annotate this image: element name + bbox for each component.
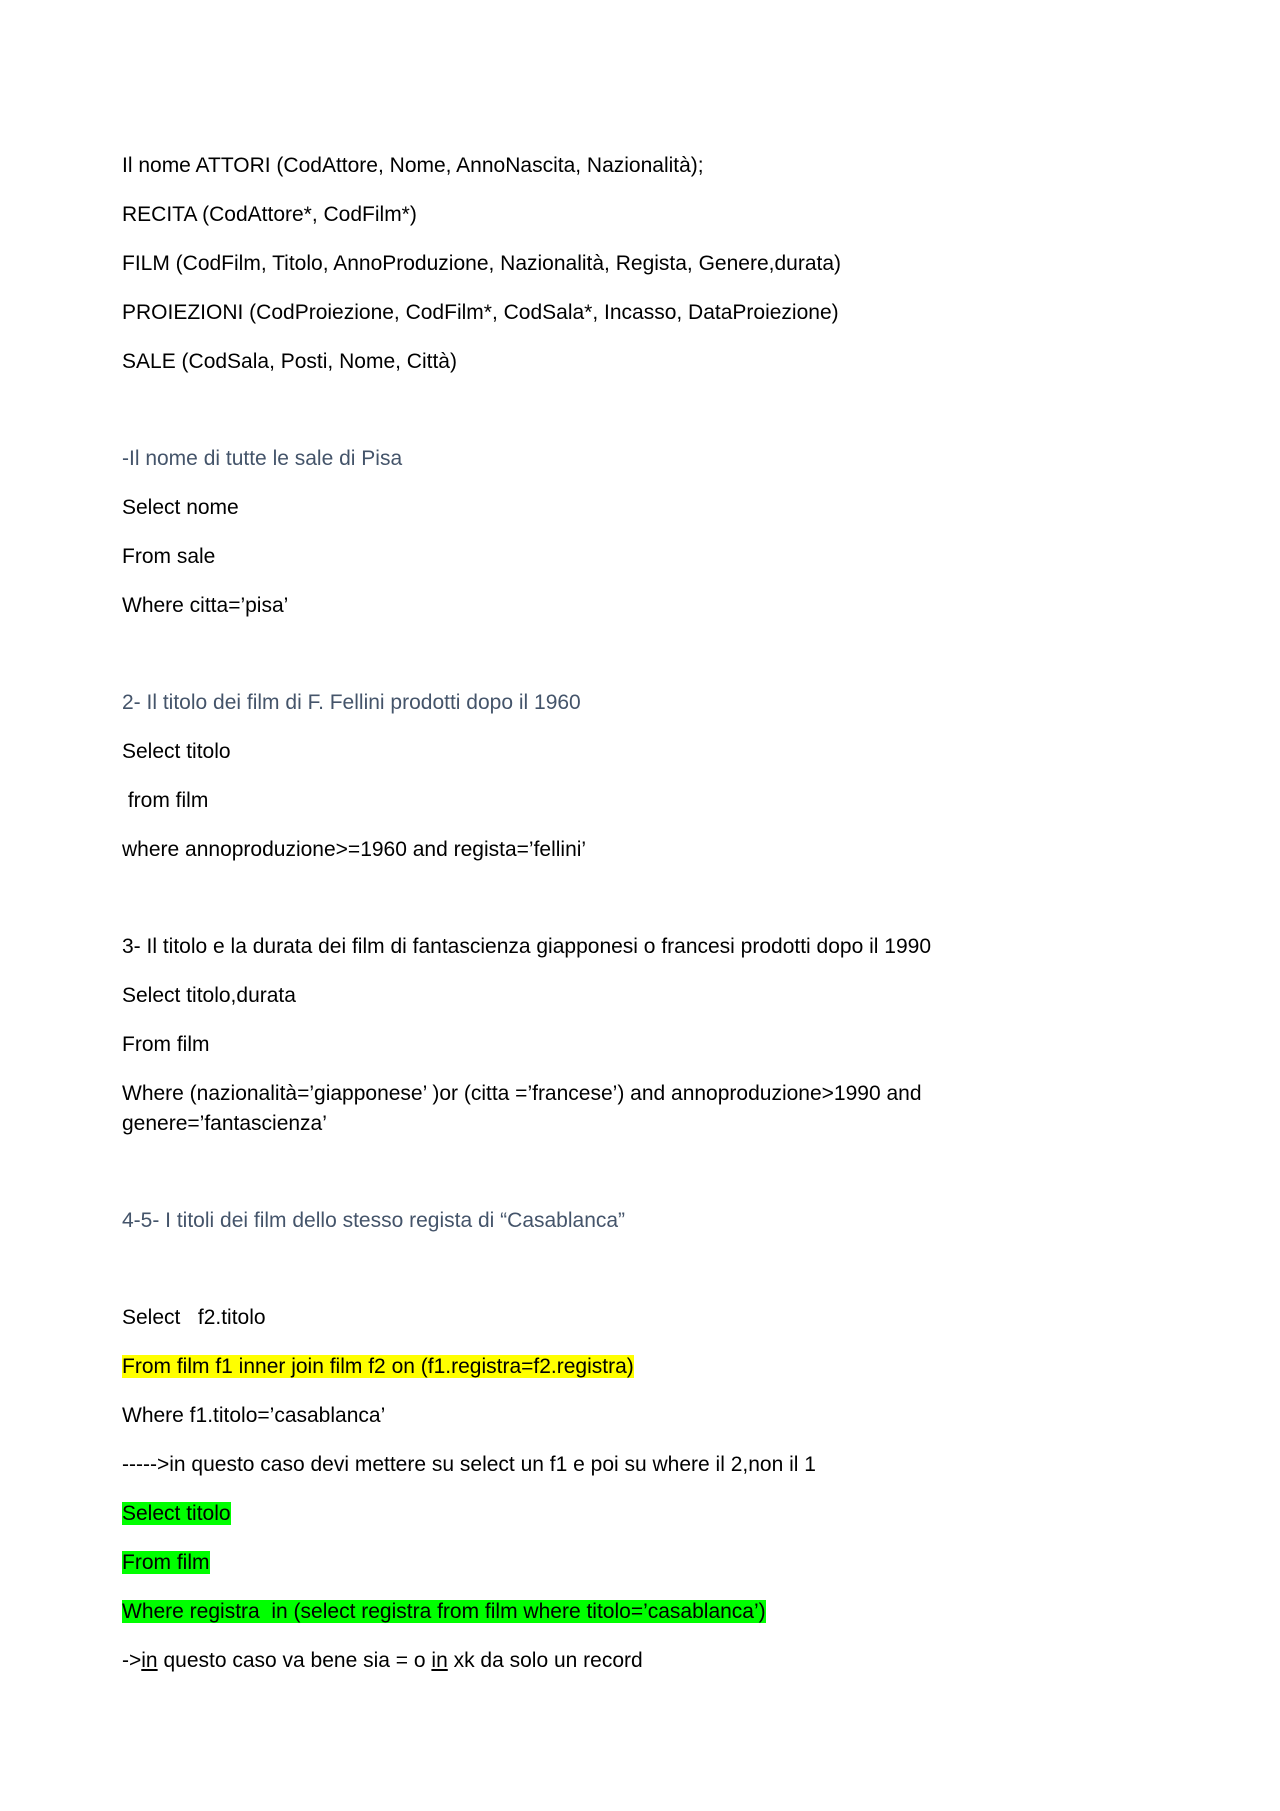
spacer	[122, 1255, 1002, 1303]
highlighted-text: From film	[122, 1551, 210, 1574]
query-4-select: Select f2.titolo	[122, 1306, 266, 1329]
spacer	[122, 884, 1002, 932]
query-4-where: Where f1.titolo=’casablanca’	[122, 1404, 386, 1427]
highlighted-text: From film f1 inner join film f2 on (f1.registra=f2.registra)	[122, 1355, 634, 1378]
query-3-line: Where (nazionalità=’giapponese’ )or (citta =’francese’) and annoproduzione>1990 and genere=’fantascienza’	[122, 1082, 922, 1135]
query-3-line: From film	[122, 1033, 210, 1056]
document-body	[122, 151, 1002, 1695]
note-prefix: ->	[122, 1649, 142, 1672]
query-4-from	[122, 1352, 1002, 1382]
query-4-heading: 4-5- I titoli dei film dello stesso regista di “Casablanca”	[122, 1209, 626, 1232]
query-2-line: where annoproduzione>=1960 and regista=’fellini’	[122, 838, 587, 861]
query-1-line: From sale	[122, 545, 216, 568]
underlined-word: in	[141, 1649, 158, 1672]
highlighted-text: Where registra in (select registra from film where titolo=’casablanca’)	[122, 1600, 766, 1623]
query-3-line: Select titolo,durata	[122, 984, 296, 1007]
query-4-alt-from	[122, 1548, 1002, 1578]
query-1-line: Select nome	[122, 496, 239, 519]
query-2-line: Select titolo	[122, 740, 231, 763]
schema-line: SALE (CodSala, Posti, Nome, Città)	[122, 350, 457, 373]
schema-line: Il nome ATTORI (CodAttore, Nome, AnnoNascita, Nazionalità);	[122, 154, 704, 177]
query-3-heading: 3- Il titolo e la durata dei film di fantascienza giapponesi o francesi prodotti dopo il 1990	[122, 935, 931, 958]
note-text: questo caso va bene sia = o	[157, 1649, 432, 1672]
query-4-note-2	[122, 1646, 1002, 1676]
query-2-line: from film	[122, 789, 209, 812]
spacer	[122, 1158, 1002, 1206]
spacer	[122, 396, 1002, 444]
schema-line: PROIEZIONI (CodProiezione, CodFilm*, CodSala*, Incasso, DataProiezione)	[122, 301, 839, 324]
spacer	[122, 640, 1002, 688]
query-1-line: Where citta=’pisa’	[122, 594, 289, 617]
query-4-alt-select	[122, 1499, 1002, 1529]
query-4-alt-where	[122, 1597, 1002, 1627]
note-text: xk da solo un record	[447, 1649, 643, 1672]
query-4-note: ----->in questo caso devi mettere su select un f1 e poi su where il 2,non il 1	[122, 1453, 816, 1476]
schema-line: RECITA (CodAttore*, CodFilm*)	[122, 203, 417, 226]
schema-line: FILM (CodFilm, Titolo, AnnoProduzione, Nazionalità, Regista, Genere,durata)	[122, 252, 842, 275]
query-2-heading: 2- Il titolo dei film di F. Fellini prodotti dopo il 1960	[122, 691, 581, 714]
underlined-word: in	[431, 1649, 448, 1672]
query-1-heading: -Il nome di tutte le sale di Pisa	[122, 447, 403, 470]
highlighted-text: Select titolo	[122, 1502, 231, 1525]
